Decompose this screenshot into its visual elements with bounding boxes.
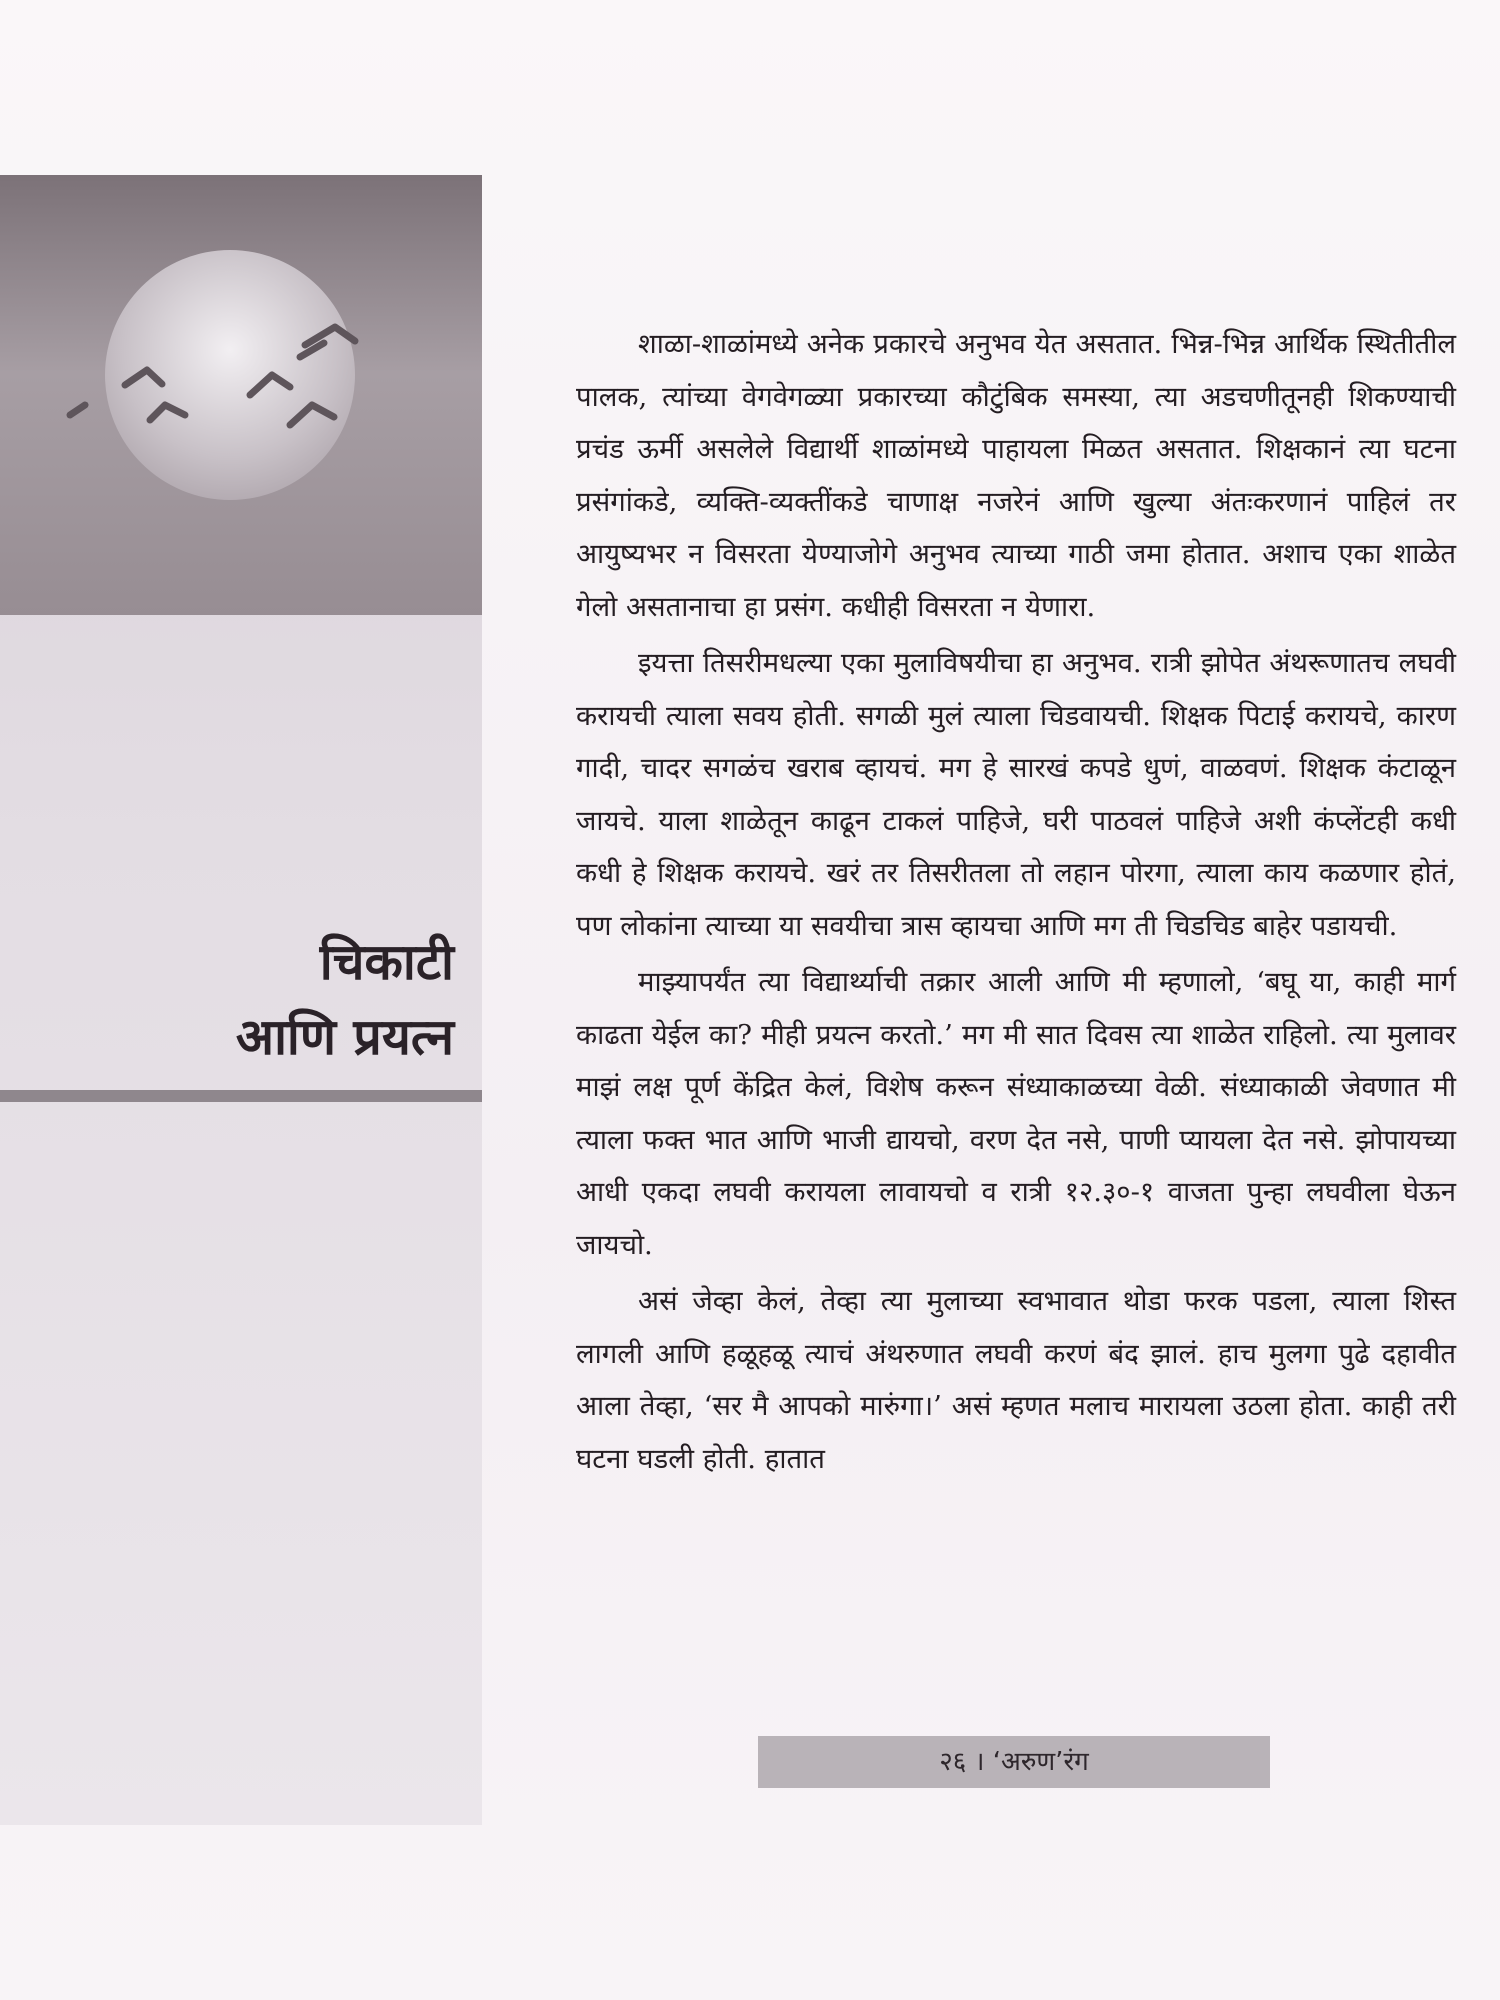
bird-icon	[250, 375, 290, 395]
paragraph-2: इयत्ता तिसरीमधल्या एका मुलाविषयीचा हा अनुभव. रात्री झोपेत अंथरूणातच लघवी करायची त्याला सवय होती. सगळी मुलं त्याला चिडवायची. शिक्षक पिटाई करायचे, कारण गादी, चादर सगळंच खराब व्हायचं. मग हे सारखं कपडे धुणं, वाळवणं. शिक्षक कंटाळून जायचे. याला शाळेतून काढून टाकलं पाहिजे, घरी पाठवलं पाहिजे अशी कंप्लेंटही कधी कधी हे शिक्षक करायचे. खरं तर तिसरीतला तो लहान पोरगा, त्याला काय कळणार होतं, पण लोकांना त्याच्या या सवयीचा त्रास व्हायचा आणि मग ती चिडचिड बाहेर पडायची.	[576, 647, 1456, 942]
chapter-title-line-1: चिकाटी	[319, 933, 454, 991]
bird-icon	[290, 405, 334, 425]
chapter-title-line-2: आणि प्रयत्न	[235, 1008, 454, 1066]
article-body	[576, 318, 1456, 1489]
title-divider	[0, 1090, 482, 1102]
bird-icon	[305, 327, 355, 345]
paragraph-3: माझ्यापर्यंत त्या विद्यार्थ्याची तक्रार आली आणि मी म्हणालो, ‘बघू या, काही मार्ग काढता येईल का? मीही प्रयत्न करतो.’ मग मी सात दिवस त्या शाळेत राहिलो. त्या मुलावर माझं लक्ष पूर्ण केंद्रित केलं, विशेष करून संध्याकाळच्या वेळी. संध्याकाळी जेवणात मी त्याला फक्त भात आणि भाजी द्यायचो, वरण देत नसे, पाणी प्यायला देत नसे. झोपायच्या आधी एकदा लघवी करायला लावायचो व रात्री १२.३०-१ वाजता पुन्हा लघवीला घेऊन जायचो.	[576, 966, 1456, 1261]
birds-illustration	[50, 295, 410, 465]
chapter-title	[236, 925, 454, 1075]
bird-icon	[70, 405, 85, 415]
bird-icon	[125, 370, 162, 385]
paragraph-4: असं जेव्हा केलं, तेव्हा त्या मुलाच्या स्वभावात थोडा फरक पडला, त्याला शिस्त लागली आणि हळूहळू त्याचं अंथरुणात लघवी करणं बंद झालं. हाच मुलगा पुढे दहावीत आला तेव्हा, ‘सर मै आपको मारुंगा।’ असं म्हणत मलाच मारायला उठला होता. काही तरी घटना घडली होती. हातात	[576, 1285, 1456, 1475]
paragraph-1: शाळा-शाळांमध्ये अनेक प्रकारचे अनुभव येत असतात. भिन्न-भिन्न आर्थिक स्थितीतील पालक, त्यांच्या वेगवेगळ्या प्रकारच्या कौटुंबिक समस्या, त्या अडचणीतूनही शिकण्याची प्रचंड ऊर्मी असलेले विद्यार्थी शाळांमध्ये पाहायला मिळत असतात. शिक्षकानं त्या घटना प्रसंगांकडे, व्यक्ति-व्यक्तींकडे चाणाक्ष नजरेनं आणि खुल्या अंतःकरणानं पाहिलं तर आयुष्यभर न विसरता येण्याजोगे अनुभव त्याच्या गाठी जमा होतात. अशाच एका शाळेत गेलो असतानाचा हा प्रसंग. कधीही विसरता न येणारा.	[576, 328, 1456, 623]
bird-icon	[150, 405, 185, 420]
page-number-label: २६ । ‘अरुण’रंग	[939, 1747, 1089, 1777]
